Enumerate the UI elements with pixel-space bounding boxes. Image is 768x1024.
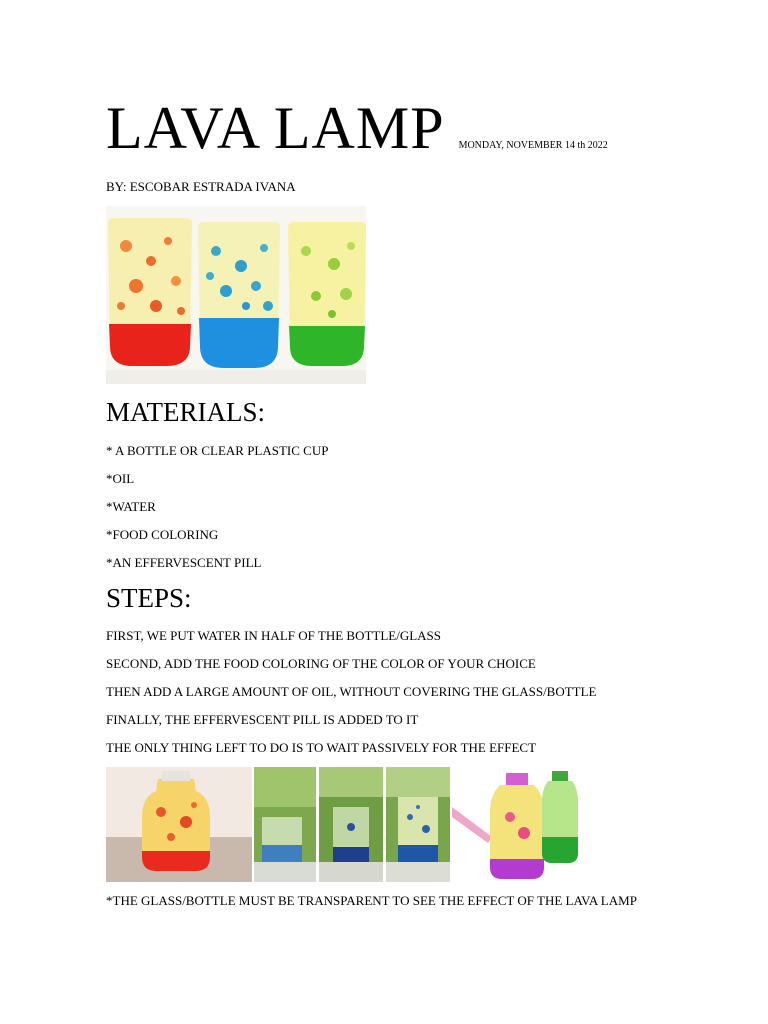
date-label: MONDAY, NOVEMBER 14 th 2022 xyxy=(458,140,608,151)
step-item: FINALLY, THE EFFERVESCENT PILL IS ADDED TO IT xyxy=(106,712,419,727)
transparency-note: *THE GLASS/BOTTLE MUST BE TRANSPARENT TO SEE THE EFFECT OF THE LAVA LAMP xyxy=(106,893,637,908)
bottle-lava-photo xyxy=(106,767,252,882)
blue-glass-photo xyxy=(319,767,383,882)
step-item: SECOND, ADD THE FOOD COLORING OF THE COLOR OF YOUR CHOICE xyxy=(106,656,536,671)
material-item: *OIL xyxy=(106,471,135,486)
materials-heading: MATERIALS: xyxy=(106,397,266,427)
step-item: THEN ADD A LARGE AMOUNT OF OIL, WITHOUT COVERING THE GLASS/BOTTLE xyxy=(106,684,597,699)
page-title: LAVA LAMP xyxy=(106,95,445,161)
material-item: * A BOTTLE OR CLEAR PLASTIC CUP xyxy=(106,443,329,458)
material-item: *AN EFFERVESCENT PILL xyxy=(106,555,262,570)
lava-lamp-glasses-photo xyxy=(106,206,366,384)
pouring-photo xyxy=(254,767,316,882)
title-row xyxy=(106,96,608,160)
step-item: FIRST, WE PUT WATER IN HALF OF THE BOTTLE/GLASS xyxy=(106,628,442,643)
author-line: BY: ESCOBAR ESTRADA IVANA xyxy=(106,179,296,194)
material-item: *FOOD COLORING xyxy=(106,527,219,542)
colorful-bottles-photo xyxy=(452,767,592,882)
material-item: *WATER xyxy=(106,499,156,514)
steps-heading: STEPS: xyxy=(106,583,192,613)
step-item: THE ONLY THING LEFT TO DO IS TO WAIT PASSIVELY FOR THE EFFECT xyxy=(106,740,537,755)
bubbling-glass-photo xyxy=(386,767,450,882)
